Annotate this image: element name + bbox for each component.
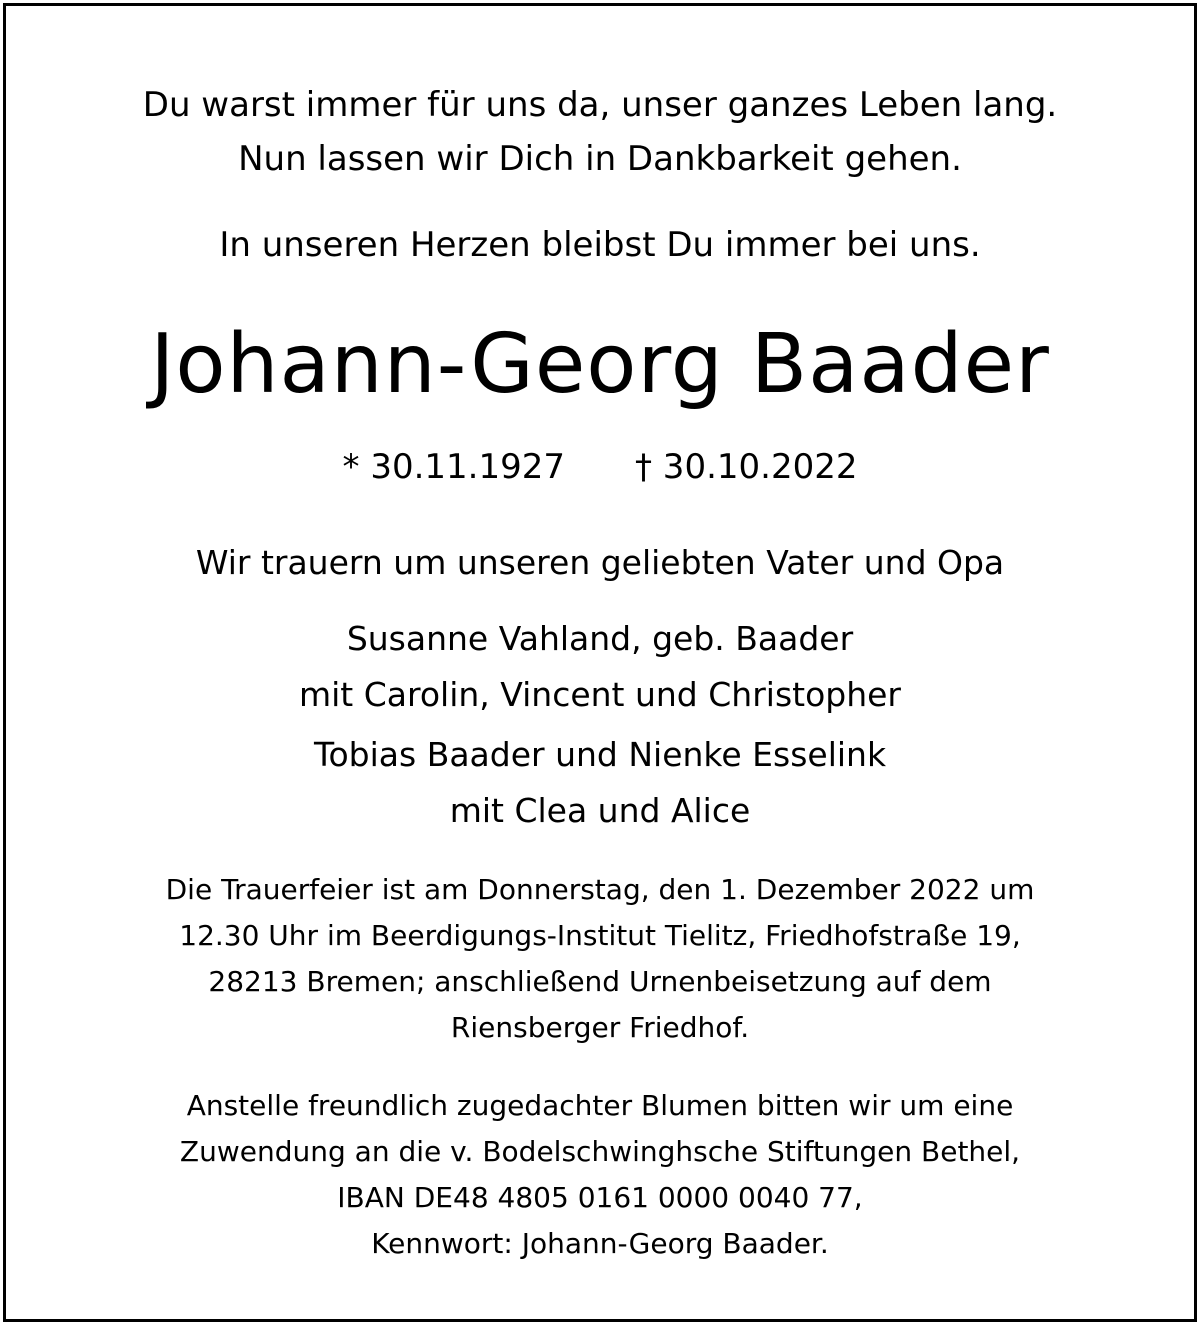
verse-line-2: Nun lassen wir Dich in Dankbarkeit gehen.: [238, 139, 962, 179]
family-line-2: mit Carolin, Vincent und Christopher: [298, 675, 901, 714]
obituary-notice: [3, 3, 1197, 1322]
mourning-line: Wir trauern um unseren geliebten Vater und Opa: [195, 543, 1005, 582]
donation-line-4: Kennwort: Johann-Georg Baader.: [371, 1227, 829, 1260]
family-line-1: Susanne Vahland, geb. Baader: [346, 619, 854, 658]
death-date: † 30.10.2022: [635, 447, 858, 487]
verse-line-1: Du warst immer für uns da, unser ganzes Leben lang.: [142, 85, 1058, 125]
family-line-4: mit Clea und Alice: [449, 791, 751, 830]
donation-line-3: IBAN DE48 4805 0161 0000 0040 77,: [337, 1181, 863, 1214]
donation-line-1: Anstelle freundlich zugedachter Blumen bitten wir um eine: [186, 1089, 1014, 1122]
service-line-2: 12.30 Uhr im Beerdigungs-Institut Tielitz, Friedhofstraße 19,: [179, 919, 1021, 952]
verse-line-3: In unseren Herzen bleibst Du immer bei uns.: [219, 225, 981, 265]
service-line-4: Riensberger Friedhof.: [450, 1011, 750, 1044]
deceased-name: Johann-Georg Baader: [150, 317, 1050, 412]
birth-date: * 30.11.1927: [342, 447, 565, 487]
service-line-1: Die Trauerfeier ist am Donnerstag, den 1. Dezember 2022 um: [165, 873, 1035, 906]
family-line-3: Tobias Baader und Nienke Esselink: [313, 735, 887, 774]
life-dates: [6, 447, 1194, 487]
service-line-3: 28213 Bremen; anschließend Urnenbeisetzung auf dem: [208, 965, 992, 998]
donation-line-2: Zuwendung an die v. Bodelschwinghsche Stiftungen Bethel,: [179, 1135, 1021, 1168]
